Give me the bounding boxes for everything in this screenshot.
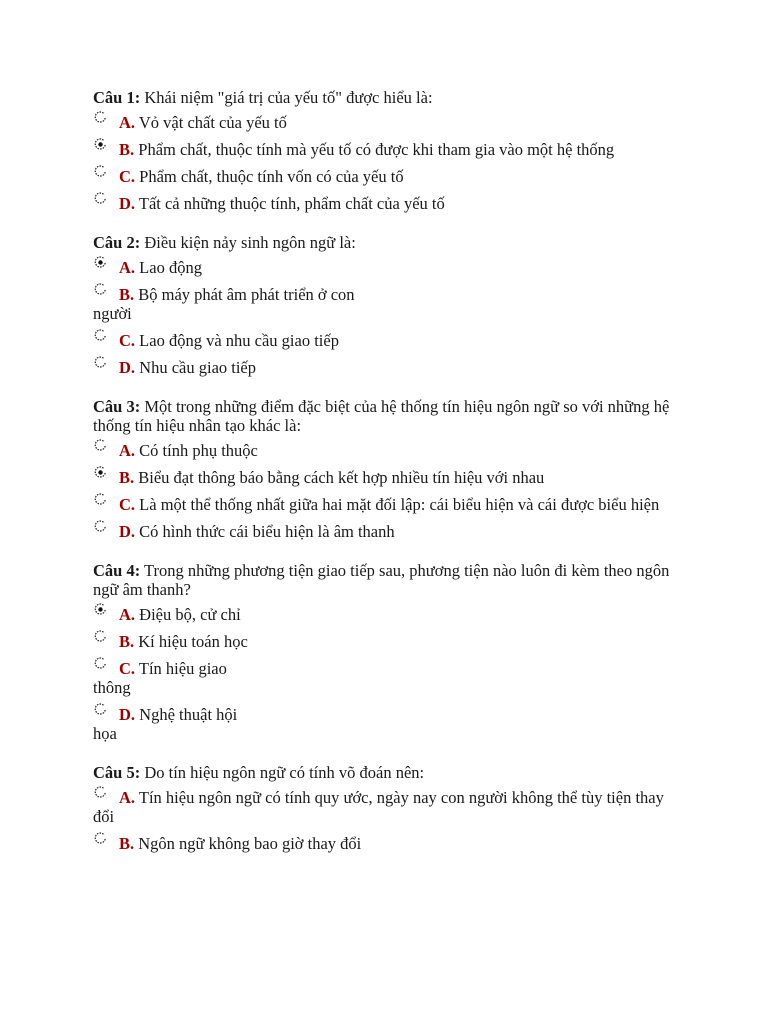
radio-unselected-icon[interactable] — [93, 358, 119, 372]
answer-option[interactable] — [93, 788, 673, 826]
question-text: Điều kiện nảy sinh ngôn ngữ là: — [144, 233, 356, 252]
option-text: Tất cả những thuộc tính, phẩm chất của yếu tố — [138, 194, 445, 213]
option-letter: A. — [119, 605, 136, 624]
quiz-document — [93, 88, 673, 873]
option-letter: A. — [119, 788, 136, 807]
option-text: Có tính phụ thuộc — [139, 441, 258, 460]
option-text: Tín hiệu giao thông — [93, 659, 227, 697]
question-number: Câu 3: — [93, 397, 141, 416]
option-letter: D. — [119, 522, 136, 541]
option-text: Kí hiệu toán học — [138, 632, 248, 651]
answer-option[interactable] — [93, 358, 673, 377]
radio-selected-icon[interactable] — [93, 468, 119, 482]
option-text: Điệu bộ, cử chỉ — [139, 605, 241, 624]
option-text: Bộ máy phát âm phát triển ở con người — [93, 285, 355, 323]
question-number: Câu 5: — [93, 763, 141, 782]
option-letter: C. — [119, 659, 136, 678]
option-letter: B. — [119, 632, 135, 651]
radio-unselected-icon[interactable] — [93, 441, 119, 455]
question-2 — [93, 233, 673, 377]
option-text: Nhu cầu giao tiếp — [139, 358, 257, 377]
question-5 — [93, 763, 673, 853]
option-letter: B. — [119, 140, 135, 159]
option-letter: C. — [119, 495, 136, 514]
answer-option[interactable] — [93, 522, 673, 541]
radio-selected-icon[interactable] — [93, 258, 119, 272]
answer-option[interactable] — [93, 167, 673, 186]
question-text: Khái niệm "giá trị của yếu tố" được hiểu là: — [144, 88, 433, 107]
question-1 — [93, 88, 673, 213]
option-text: Biểu đạt thông báo bằng cách kết hợp nhiều tín hiệu với nhau — [138, 468, 545, 487]
radio-unselected-icon[interactable] — [93, 522, 119, 536]
option-letter: A. — [119, 258, 136, 277]
option-letter: B. — [119, 468, 135, 487]
question-number: Câu 1: — [93, 88, 141, 107]
question-title — [93, 88, 673, 107]
question-number: Câu 4: — [93, 561, 141, 580]
option-letter: D. — [119, 194, 136, 213]
radio-unselected-icon[interactable] — [93, 194, 119, 208]
radio-unselected-icon[interactable] — [93, 705, 119, 719]
answer-option[interactable] — [93, 834, 673, 853]
question-text: Do tín hiệu ngôn ngữ có tính võ đoán nên: — [144, 763, 425, 782]
answer-option[interactable] — [93, 705, 263, 743]
answer-option[interactable] — [93, 194, 673, 213]
question-3 — [93, 397, 673, 541]
option-text: Phẩm chất, thuộc tính vốn có của yếu tố — [139, 167, 404, 186]
option-letter: D. — [119, 358, 136, 377]
option-letter: B. — [119, 834, 135, 853]
option-text: Phẩm chất, thuộc tính mà yếu tố có được khi tham gia vào một hệ thống — [138, 140, 615, 159]
radio-unselected-icon[interactable] — [93, 167, 119, 181]
option-letter: A. — [119, 113, 136, 132]
answer-option[interactable] — [93, 113, 673, 132]
answer-option[interactable] — [93, 605, 673, 624]
option-letter: C. — [119, 331, 136, 350]
option-text: Lao động và nhu cầu giao tiếp — [139, 331, 339, 350]
answer-option[interactable] — [93, 632, 673, 651]
question-text: Trong những phương tiện giao tiếp sau, phương tiện nào luôn đi kèm theo ngôn ngữ âm thanh? — [93, 561, 670, 599]
option-text: Vỏ vật chất của yếu tố — [138, 113, 287, 132]
radio-unselected-icon[interactable] — [93, 331, 119, 345]
option-letter: D. — [119, 705, 136, 724]
answer-option[interactable] — [93, 495, 673, 514]
answer-option[interactable] — [93, 659, 243, 697]
option-text: Ngôn ngữ không bao giờ thay đổi — [138, 834, 362, 853]
question-title — [93, 397, 673, 435]
radio-unselected-icon[interactable] — [93, 788, 119, 802]
answer-option[interactable] — [93, 441, 673, 460]
radio-unselected-icon[interactable] — [93, 285, 119, 299]
option-text: Nghệ thuật hội họa — [93, 705, 238, 743]
option-text: Lao động — [139, 258, 202, 277]
option-text: Có hình thức cái biểu hiện là âm thanh — [139, 522, 395, 541]
question-title — [93, 561, 673, 599]
radio-unselected-icon[interactable] — [93, 495, 119, 509]
option-text: Tín hiệu ngôn ngữ có tính quy ước, ngày nay con người không thể tùy tiện thay đổi — [93, 788, 664, 826]
radio-unselected-icon[interactable] — [93, 632, 119, 646]
question-title — [93, 763, 673, 782]
radio-selected-icon[interactable] — [93, 605, 119, 619]
option-letter: B. — [119, 285, 135, 304]
radio-unselected-icon[interactable] — [93, 659, 119, 673]
answer-option[interactable] — [93, 140, 673, 159]
option-text: Là một thể thống nhất giữa hai mặt đối lập: cái biểu hiện và cái được biểu hiện — [139, 495, 660, 514]
question-number: Câu 2: — [93, 233, 141, 252]
radio-selected-icon[interactable] — [93, 140, 119, 154]
answer-option[interactable] — [93, 258, 673, 277]
question-4 — [93, 561, 673, 743]
answer-option[interactable] — [93, 285, 393, 323]
answer-option[interactable] — [93, 468, 673, 487]
radio-unselected-icon[interactable] — [93, 113, 119, 127]
question-title — [93, 233, 673, 252]
option-letter: A. — [119, 441, 136, 460]
radio-unselected-icon[interactable] — [93, 834, 119, 848]
question-text: Một trong những điểm đặc biệt của hệ thống tín hiệu ngôn ngữ so với những hệ thống tín hiệu nhân tạo khác là: — [93, 397, 670, 435]
option-letter: C. — [119, 167, 136, 186]
answer-option[interactable] — [93, 331, 673, 350]
